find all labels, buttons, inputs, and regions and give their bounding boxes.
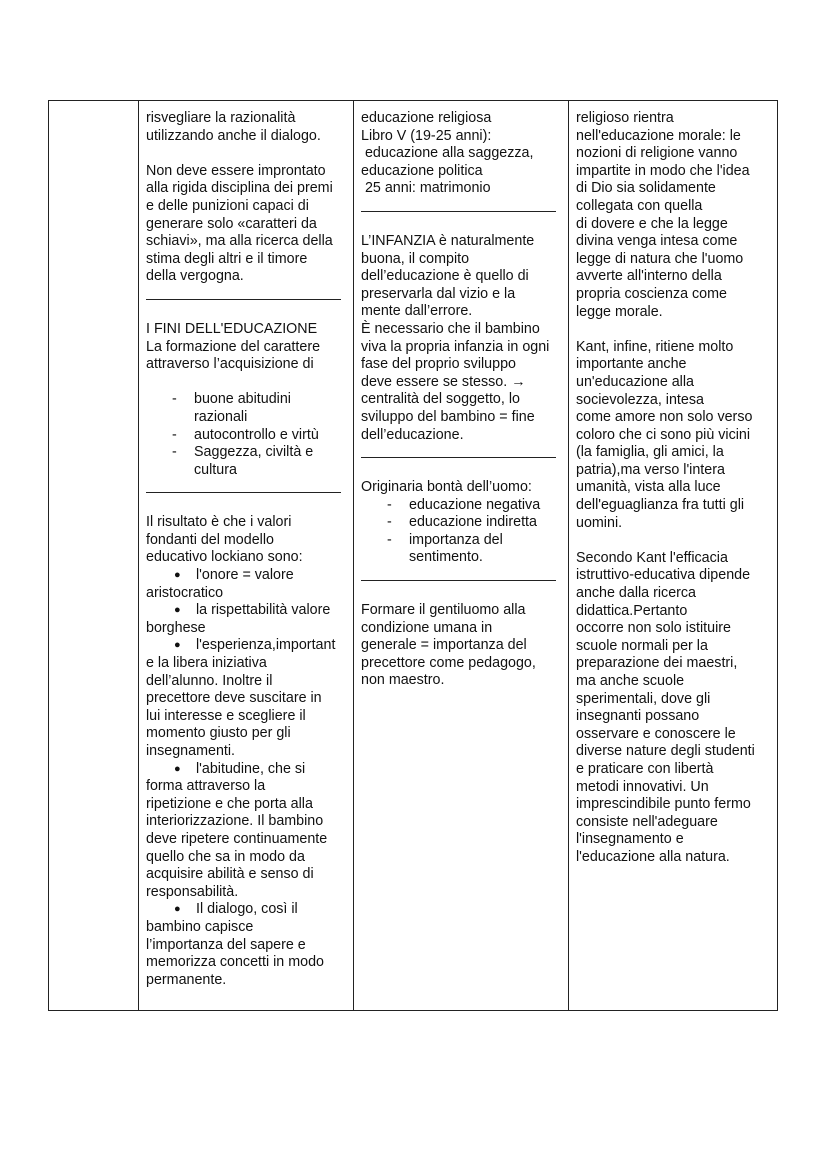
text-line: avverte all'interno della [576, 268, 722, 285]
section-divider [146, 479, 353, 514]
bullet-item: ● l'esperienza,important [146, 637, 353, 655]
text-line: deve ripetere continuamente [146, 830, 328, 847]
text-line: È necessario che il bambino [361, 320, 540, 337]
text-line: preservarla dal vizio e la [361, 285, 516, 302]
table-cell-kant [568, 101, 777, 1010]
text-line: precettore deve suscitare in [146, 690, 322, 707]
text-line: momento giusto per gli [146, 725, 291, 742]
text-line: fondanti del modello [146, 531, 274, 548]
text-line: Non deve essere improntato [146, 162, 326, 179]
text-line: generare solo «caratteri da [146, 215, 317, 232]
text-line: Formare il gentiluomo alla [361, 602, 526, 619]
text-line: diverse nature degli studenti [576, 743, 755, 760]
text-line: legge morale. [576, 303, 663, 320]
text-line: 25 anni: matrimonio [361, 180, 491, 197]
text-line: L’INFANZIA è naturalmente [361, 232, 535, 249]
text-line: di Dio sia solidamente [576, 180, 716, 197]
dash-list-item: - Saggezza, civiltà e [146, 444, 353, 462]
blank-line [146, 374, 353, 392]
text-line: Kant, infine, ritiene molto [576, 338, 734, 355]
text-line: attraverso l’acquisizione di [146, 356, 314, 373]
text-line: dell'eguaglianza fra tutti gli [576, 497, 745, 514]
text-line: legge di natura che l'uomo [576, 250, 744, 267]
section-divider [361, 567, 568, 602]
text-line: patria),ma verso l'intera [576, 461, 725, 478]
text-line: borghese [146, 619, 206, 636]
table-cell-label-column [49, 101, 138, 1010]
text-line: responsabilità. [146, 883, 239, 900]
table-cell-locke [138, 101, 353, 1010]
text-line: anche dalla ricerca [576, 585, 697, 602]
text-line: Il risultato è che i valori [146, 514, 292, 531]
text-line: ma anche scuole [576, 673, 685, 689]
table-cell-rousseau [353, 101, 568, 1010]
blank-line [576, 532, 777, 550]
bullet-item: ● l'onore = valore [146, 567, 353, 585]
text-line: educazione politica [361, 162, 483, 179]
text-line: imprescindibile punto fermo [576, 796, 751, 813]
text-line: viva la propria infanzia in ogni [361, 338, 550, 355]
text-line: metodi innovativi. Un [576, 778, 709, 795]
text-line: e delle punizioni capaci di [146, 197, 309, 214]
text-line: Originaria bontà dell’uomo: [361, 479, 532, 496]
text-line: religioso rientra [576, 110, 674, 126]
text-line: permanente. [146, 971, 227, 988]
text-line: insegnamenti. [146, 743, 236, 759]
section-divider [361, 444, 568, 479]
text-line: deve essere se stesso. → [361, 373, 526, 390]
text-line: fase del proprio sviluppo [361, 356, 516, 373]
text-line: risvegliare la razionalità [146, 110, 296, 126]
text-line: dell’alunno. Inoltre il [146, 672, 273, 689]
text-line: sviluppo del bambino = fine [361, 408, 535, 425]
text-line: umanità, vista alla luce [576, 479, 721, 496]
text-line: sperimentali, dove gli [576, 690, 711, 707]
text-line: nell'educazione morale: le [576, 127, 741, 144]
text-line: impartite in modo che l'idea [576, 162, 750, 179]
blank-line [576, 321, 777, 339]
text-line: della vergogna. [146, 268, 244, 285]
bullet-item: ● la rispettabilità valore [146, 602, 353, 620]
text-line: collegata con quella [576, 197, 703, 214]
text-line: bambino capisce [146, 918, 254, 935]
text-line: osservare e conoscere le [576, 725, 736, 742]
section-divider [146, 286, 353, 321]
dash-list-item: cultura [194, 461, 237, 478]
text-line: uomini. [576, 514, 623, 531]
text-line: educativo lockiano sono: [146, 549, 303, 566]
text-line: aristocratico [146, 584, 224, 601]
text-line: precettore come pedagogo, [361, 654, 536, 671]
text-line: acquisire abilità e senso di [146, 866, 314, 883]
text-line: Secondo Kant l'efficacia [576, 549, 728, 566]
text-line: I FINI DELL'EDUCAZIONE [146, 320, 318, 337]
text-line: divina venga intesa come [576, 233, 738, 250]
dash-list-item: sentimento. [409, 549, 483, 566]
dash-list-item: - buone abitudini [146, 391, 353, 409]
text-line: occorre non solo istituire [576, 620, 731, 637]
text-line: consiste nell'adeguare [576, 813, 718, 830]
text-line: schiavi», ma alla ricerca della [146, 233, 333, 250]
text-line: didattica.Pertanto [576, 602, 688, 619]
bullet-item: ● Il dialogo, così il [146, 901, 353, 919]
text-line: di dovere e che la legge [576, 215, 728, 232]
text-line: Libro V (19-25 anni): [361, 127, 492, 144]
dash-list-item: - educazione negativa [361, 497, 568, 515]
text-line: dell’educazione. [361, 426, 464, 443]
dash-list-item: - autocontrollo e virtù [146, 427, 353, 445]
text-line: insegnanti possano [576, 708, 700, 725]
text-line: preparazione dei maestri, [576, 655, 738, 672]
text-line: e praticare con libertà [576, 760, 714, 777]
text-line: La formazione del carattere [146, 338, 321, 355]
text-line: educazione alla saggezza, [361, 145, 534, 162]
text-line: buona, il compito [361, 250, 470, 267]
text-line: forma attraverso la [146, 778, 266, 795]
text-line: ripetizione e che porta alla [146, 795, 313, 812]
text-line: socievolezza, intesa [576, 391, 704, 408]
text-line: l'insegnamento e [576, 831, 684, 848]
dash-list-item: razionali [194, 408, 248, 425]
text-line: e la libera iniziativa [146, 655, 267, 672]
dash-list-item: - educazione indiretta [361, 514, 568, 532]
text-line: stima degli altri e il timore [146, 250, 308, 267]
text-line: importante anche [576, 356, 687, 373]
text-line: generale = importanza del [361, 637, 527, 654]
text-line: scuole normali per la [576, 637, 708, 654]
section-divider [361, 198, 568, 233]
dash-list-item: - importanza del [361, 532, 568, 550]
text-line: mente dall’errore. [361, 303, 473, 320]
text-line: utilizzando anche il dialogo. [146, 127, 321, 144]
bullet-item: ● l'abitudine, che si [146, 761, 353, 779]
text-line: l’importanza del sapere e [146, 936, 306, 953]
text-line: dell’educazione è quello di [361, 268, 529, 285]
text-line: educazione religiosa [361, 110, 492, 126]
notes-table [48, 100, 778, 1011]
text-line: centralità del soggetto, lo [361, 391, 520, 408]
text-line: istruttivo-educativa dipende [576, 567, 751, 584]
blank-line [146, 145, 353, 163]
text-line: condizione umana in [361, 619, 493, 636]
text-line: interiorizzazione. Il bambino [146, 813, 324, 830]
text-line: come amore non solo verso [576, 409, 753, 426]
text-line: alla rigida disciplina dei premi [146, 180, 333, 197]
text-line: quello che sa in modo da [146, 848, 305, 865]
text-line: lui interesse e scegliere il [146, 707, 306, 724]
text-line: memorizza concetti in modo [146, 954, 324, 971]
text-line: un'educazione alla [576, 373, 694, 390]
text-line: propria coscienza come [576, 285, 727, 302]
text-line: coloro che ci sono più vicini [576, 426, 751, 443]
text-line: (la famiglia, gli amici, la [576, 444, 724, 461]
text-line: l'educazione alla natura. [576, 848, 730, 865]
text-line: non maestro. [361, 672, 445, 689]
text-line: nozioni di religione vanno [576, 145, 738, 162]
